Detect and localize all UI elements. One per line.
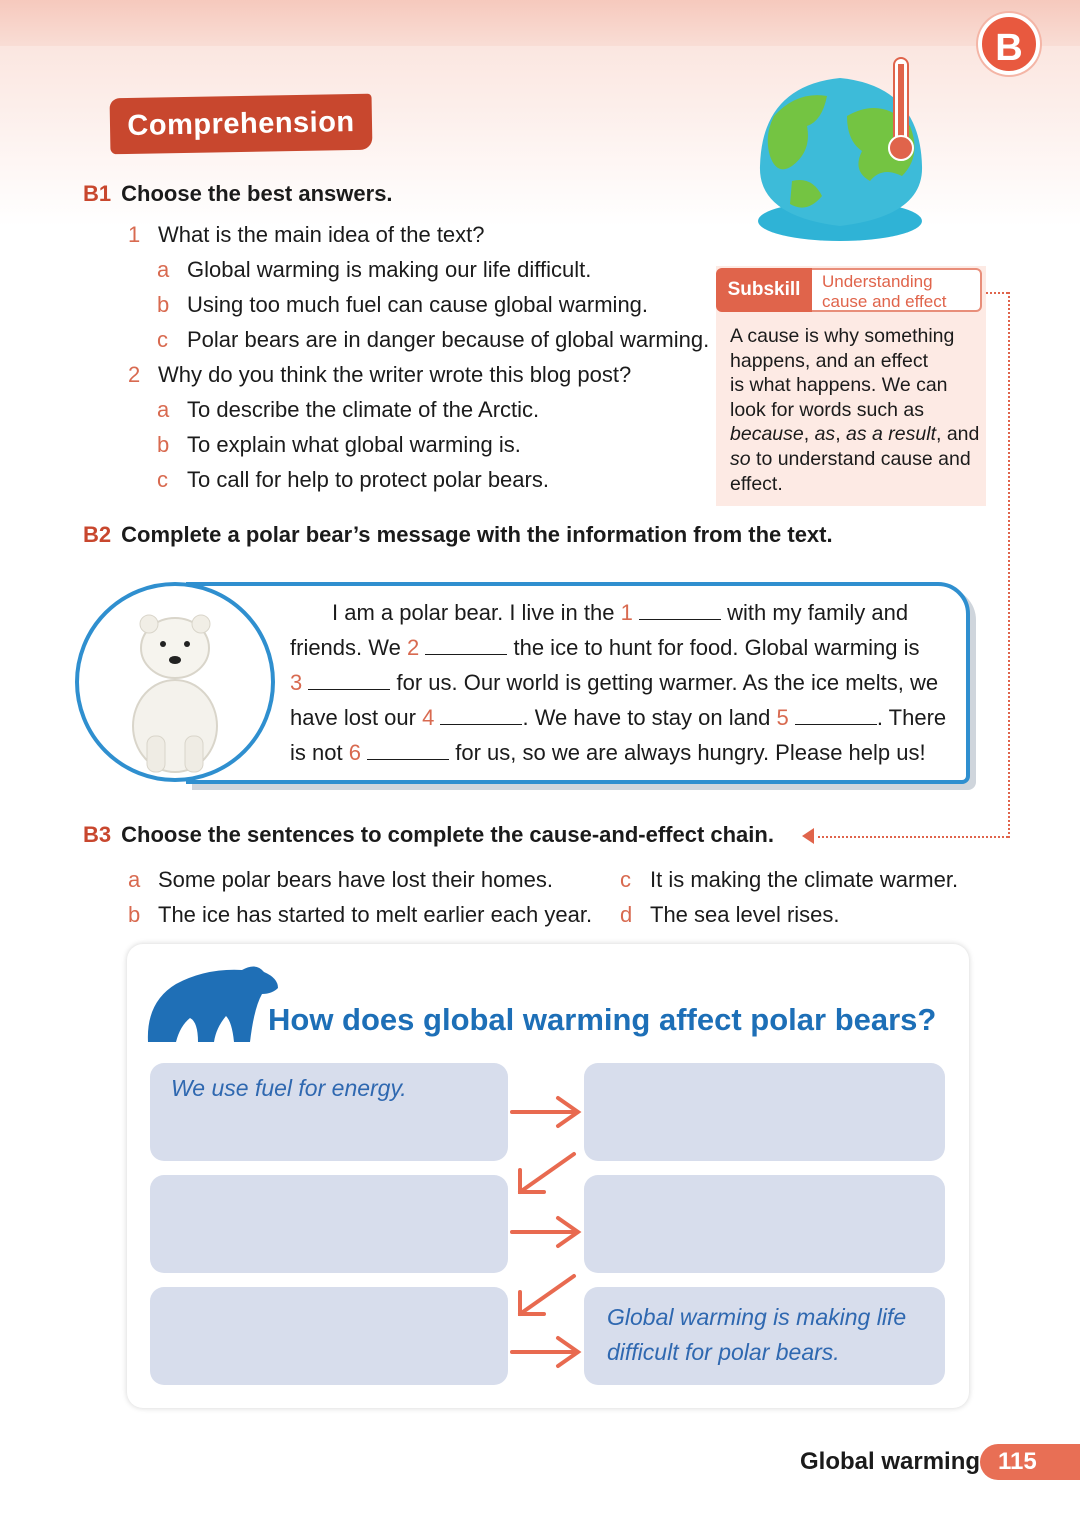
subskill-line: is what happens. We can xyxy=(730,374,948,397)
q2-number: 2 xyxy=(128,362,141,387)
arrow-right-icon xyxy=(508,1332,584,1372)
option-text: It is making the climate warmer. xyxy=(650,867,959,892)
option-label: a xyxy=(157,257,170,282)
subskill-line: effect. xyxy=(730,472,783,495)
message-text: for us, so we are always hungry. Please help us! xyxy=(455,740,926,765)
b3-option-b[interactable] xyxy=(128,902,592,928)
chain-title: How does global warming affect polar bears? xyxy=(268,1002,937,1037)
arrow-down-left-icon xyxy=(510,1272,580,1320)
message-text: friends. We xyxy=(290,635,401,660)
blank-number: 3 xyxy=(290,670,303,695)
message-line-5 xyxy=(290,740,926,766)
footer-unit-title: Global warming xyxy=(800,1448,981,1475)
message-text: the ice to hunt for food. Global warming is xyxy=(513,635,920,660)
blank-number: 4 xyxy=(422,705,435,730)
blank-1[interactable] xyxy=(639,603,721,620)
chain-cell-blank[interactable] xyxy=(150,1175,508,1273)
comprehension-banner: Comprehension xyxy=(110,94,373,155)
b2-title: Complete a polar bear’s message with the information from the text. xyxy=(121,522,833,547)
section-badge: B xyxy=(978,13,1040,75)
option-text: To explain what global warming is. xyxy=(187,432,521,457)
option-text: The sea level rises. xyxy=(650,902,840,927)
blank-5[interactable] xyxy=(795,708,877,725)
blank-number: 5 xyxy=(776,705,789,730)
arrow-down-left-icon xyxy=(510,1150,580,1198)
option-text: Global warming is making our life difficult. xyxy=(187,257,592,282)
option-label: b xyxy=(157,432,170,457)
option-label: d xyxy=(620,902,633,927)
q2-line xyxy=(128,362,631,388)
arrow-right-icon xyxy=(508,1212,584,1252)
q2-text: Why do you think the writer wrote this blog post? xyxy=(158,362,632,387)
subskill-title-line-2: cause and effect xyxy=(822,292,947,311)
q2-option-a[interactable] xyxy=(157,397,539,423)
option-label: c xyxy=(157,467,168,492)
line-end: , and xyxy=(936,423,980,446)
connector-dots xyxy=(986,292,1008,294)
q2-option-b[interactable] xyxy=(157,432,521,458)
b3-option-a[interactable] xyxy=(128,867,553,893)
chain-start-text: We use fuel for energy. xyxy=(171,1075,407,1101)
option-text: To describe the climate of the Arctic. xyxy=(187,397,540,422)
keyword: because xyxy=(730,423,804,446)
line-rest: to understand cause and xyxy=(750,447,971,470)
subskill-line: look for words such as xyxy=(730,398,925,421)
blank-3[interactable] xyxy=(308,673,390,690)
chain-end-line-2: difficult for polar bears. xyxy=(607,1339,840,1365)
chain-end-line-1: Global warming is making life xyxy=(607,1304,907,1330)
polar-bear-icon xyxy=(79,586,271,778)
blank-2[interactable] xyxy=(425,638,507,655)
separator: , xyxy=(835,423,847,446)
blank-number: 1 xyxy=(620,600,633,625)
message-text: is not xyxy=(290,740,343,765)
q2-option-c[interactable] xyxy=(157,467,549,493)
subskill-title-line-1: Understanding xyxy=(822,272,933,291)
message-line-2 xyxy=(290,635,919,661)
option-text: Using too much fuel can cause global warming. xyxy=(187,292,649,317)
message-text: . There xyxy=(876,705,947,730)
blank-number: 6 xyxy=(348,740,361,765)
keyword: as a result xyxy=(846,423,936,446)
option-label: a xyxy=(157,397,170,422)
subskill-line xyxy=(730,447,980,472)
message-text: I am a polar bear. I live in the xyxy=(332,600,615,625)
option-label: b xyxy=(157,292,170,317)
chain-cell-blank[interactable] xyxy=(584,1063,945,1161)
page-number: 115 xyxy=(980,1444,1080,1480)
q1-option-a[interactable] xyxy=(157,257,591,283)
subskill-tag: Subskill xyxy=(716,268,812,312)
b1-number: B1 xyxy=(83,181,112,206)
b3-title: Choose the sentences to complete the cause-and-effect chain. xyxy=(121,822,774,847)
message-line-3 xyxy=(290,670,938,696)
connector-dots xyxy=(818,836,1008,838)
chain-end-text xyxy=(607,1300,906,1370)
subskill-line xyxy=(730,422,980,447)
b2-heading xyxy=(83,522,833,548)
q1-text: What is the main idea of the text? xyxy=(158,222,485,247)
message-text: with my family and xyxy=(727,600,909,625)
b1-heading xyxy=(83,181,393,207)
option-text: Some polar bears have lost their homes. xyxy=(158,867,553,892)
message-text: for us. Our world is getting warmer. As the ice melts, we xyxy=(396,670,939,695)
b1-title: Choose the best answers. xyxy=(121,181,393,206)
subskill-header xyxy=(716,266,986,316)
q1-option-c[interactable] xyxy=(157,327,709,353)
q1-line xyxy=(128,222,485,248)
top-band xyxy=(0,0,1080,46)
blank-4[interactable] xyxy=(440,708,522,725)
subskill-line: happens, and an effect xyxy=(730,349,929,372)
message-line-1 xyxy=(332,600,908,626)
polar-bear-portrait xyxy=(75,582,275,782)
subskill-title xyxy=(812,268,982,312)
bear-silhouette-icon xyxy=(146,962,280,1044)
arrow-right-icon xyxy=(508,1092,584,1132)
blank-6[interactable] xyxy=(367,743,449,760)
option-text: The ice has started to melt earlier each year. xyxy=(158,902,593,927)
separator: , xyxy=(803,423,815,446)
chain-cell-blank[interactable] xyxy=(150,1287,508,1385)
option-text: To call for help to protect polar bears. xyxy=(187,467,549,492)
connector-arrow-icon xyxy=(802,828,814,844)
message-line-4 xyxy=(290,705,946,731)
message-text: have lost our xyxy=(290,705,416,730)
option-text: Polar bears are in danger because of global warming. xyxy=(187,327,710,352)
b2-number: B2 xyxy=(83,522,112,547)
option-label: c xyxy=(620,867,631,892)
subskill-line: A cause is why something xyxy=(730,325,955,347)
connector-dots xyxy=(1008,292,1010,838)
option-label: a xyxy=(128,867,141,892)
option-label: c xyxy=(157,327,168,352)
globe-thermometer-illustration xyxy=(752,56,932,246)
option-label: b xyxy=(128,902,141,927)
subskill-body xyxy=(730,324,980,496)
chain-cell-blank[interactable] xyxy=(584,1175,945,1273)
keyword: as xyxy=(814,423,836,446)
blank-number: 2 xyxy=(406,635,420,660)
message-text: . We have to stay on land xyxy=(522,705,771,730)
b3-option-c[interactable] xyxy=(620,867,958,893)
b3-heading xyxy=(83,822,774,848)
keyword: so xyxy=(730,447,751,470)
b3-number: B3 xyxy=(83,822,112,847)
subskill-box xyxy=(716,266,986,506)
b3-option-d[interactable] xyxy=(620,902,840,928)
q1-number: 1 xyxy=(128,222,141,247)
q1-option-b[interactable] xyxy=(157,292,648,318)
